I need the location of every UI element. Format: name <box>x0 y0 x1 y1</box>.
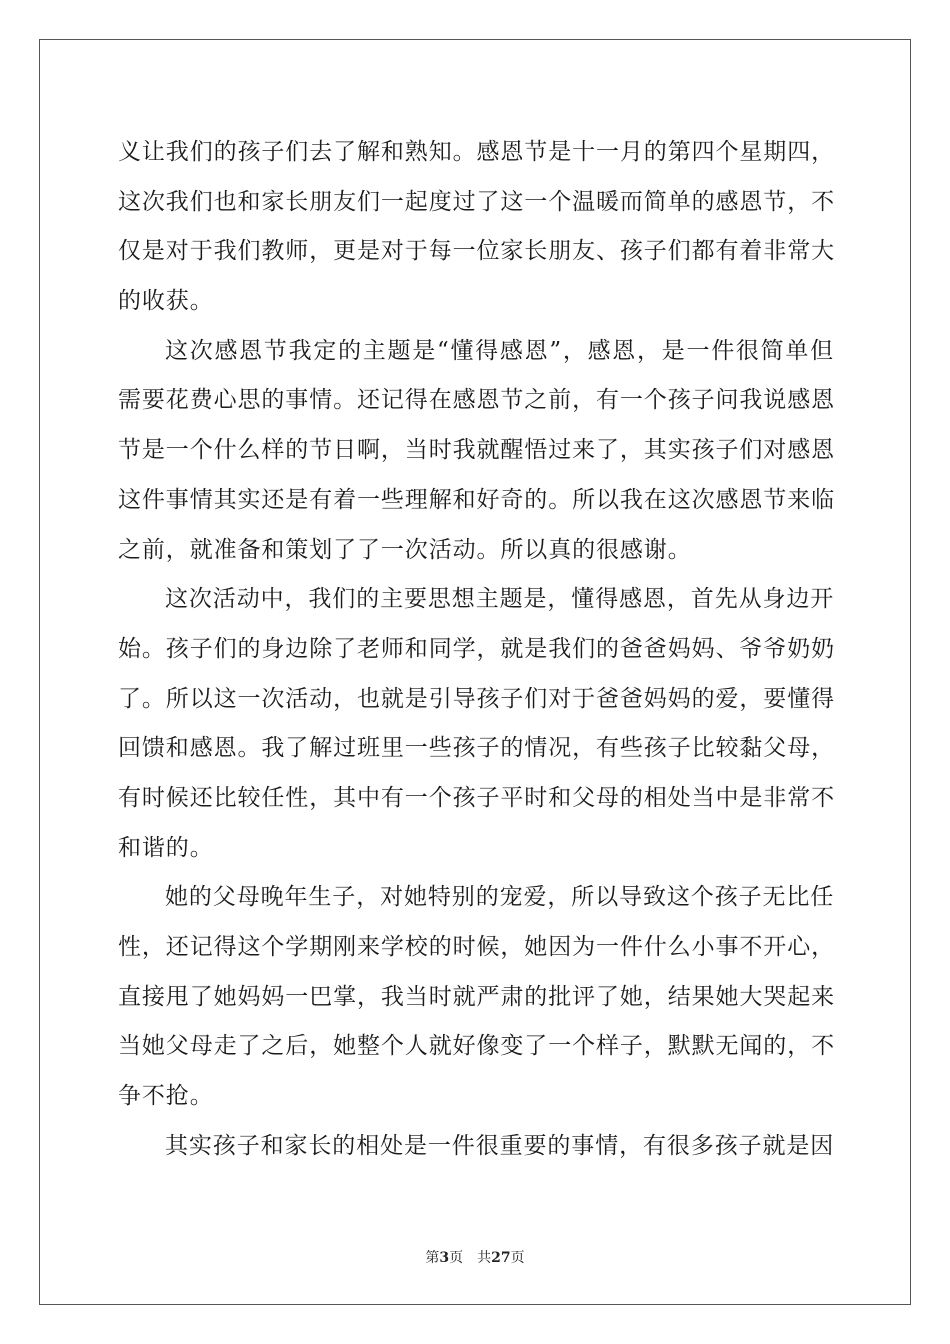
text-line: 仅是对于我们教师，更是对于每一位家长朋友、孩子们都有着非常大 <box>118 238 835 265</box>
paragraph-start-line: 其实孩子和家长的相处是一件很重要的事情，有很多孩子就是因 <box>165 1132 835 1159</box>
paragraph-start-line: 这次感恩节我定的主题是“懂得感恩”，感恩，是一件很简单但 <box>165 337 834 364</box>
page-prefix: 第 <box>425 1250 440 1266</box>
text-line: 直接甩了她妈妈一巴掌，我当时就严肃的批评了她，结果她大哭起来 <box>118 983 835 1010</box>
text-line: 了。所以这一次活动，也就是引导孩子们对于爸爸妈妈的爱，要懂得 <box>118 685 835 712</box>
text-line: 始。孩子们的身边除了老师和同学，就是我们的爸爸妈妈、爷爷奶奶 <box>118 635 835 662</box>
current-page-number: 3 <box>439 1250 450 1266</box>
text-line: 当她父母走了之后，她整个人就好像变了一个样子，默默无闻的，不 <box>118 1033 835 1060</box>
total-prefix: 共 <box>477 1250 492 1266</box>
document-body <box>118 128 834 1171</box>
text-line: 节是一个什么样的节日啊，当时我就醒悟过来了，其实孩子们对感恩 <box>118 437 835 464</box>
text-line: 有时候还比较任性，其中有一个孩子平时和父母的相处当中是非常不 <box>118 784 835 811</box>
text-line: 回馈和感恩。我了解过班里一些孩子的情况，有些孩子比较黏父母， <box>118 735 835 762</box>
text-line: 需要花费心思的事情。还记得在感恩节之前，有一个孩子问我说感恩 <box>118 387 835 414</box>
text-line: 这件事情其实还是有着一些理解和好奇的。所以我在这次感恩节来临 <box>118 486 835 513</box>
total-suffix: 页 <box>510 1250 525 1266</box>
paragraph-start-line: 她的父母晚年生子，对她特别的宠爱，所以导致这个孩子无比任 <box>165 884 835 911</box>
text-line: 争不抢。 <box>118 1083 214 1110</box>
text-line: 和谐的。 <box>118 834 214 861</box>
paragraph-start-line: 这次活动中，我们的主要思想主题是，懂得感恩，首先从身边开 <box>165 586 835 613</box>
text-line: 的收获。 <box>118 288 214 315</box>
total-pages-number: 27 <box>491 1250 511 1266</box>
text-line: 之前，就准备和策划了了一次活动。所以真的很感谢。 <box>118 536 692 563</box>
text-line: 义让我们的孩子们去了解和熟知。感恩节是十一月的第四个星期四， <box>118 139 835 165</box>
text-line: 性，还记得这个学期刚来学校的时候，她因为一件什么小事不开心， <box>118 934 835 960</box>
text-line: 这次我们也和家长朋友们一起度过了这一个温暖而简单的感恩节，不 <box>118 188 835 215</box>
page-footer <box>0 1247 950 1267</box>
page-suffix: 页 <box>449 1250 464 1266</box>
